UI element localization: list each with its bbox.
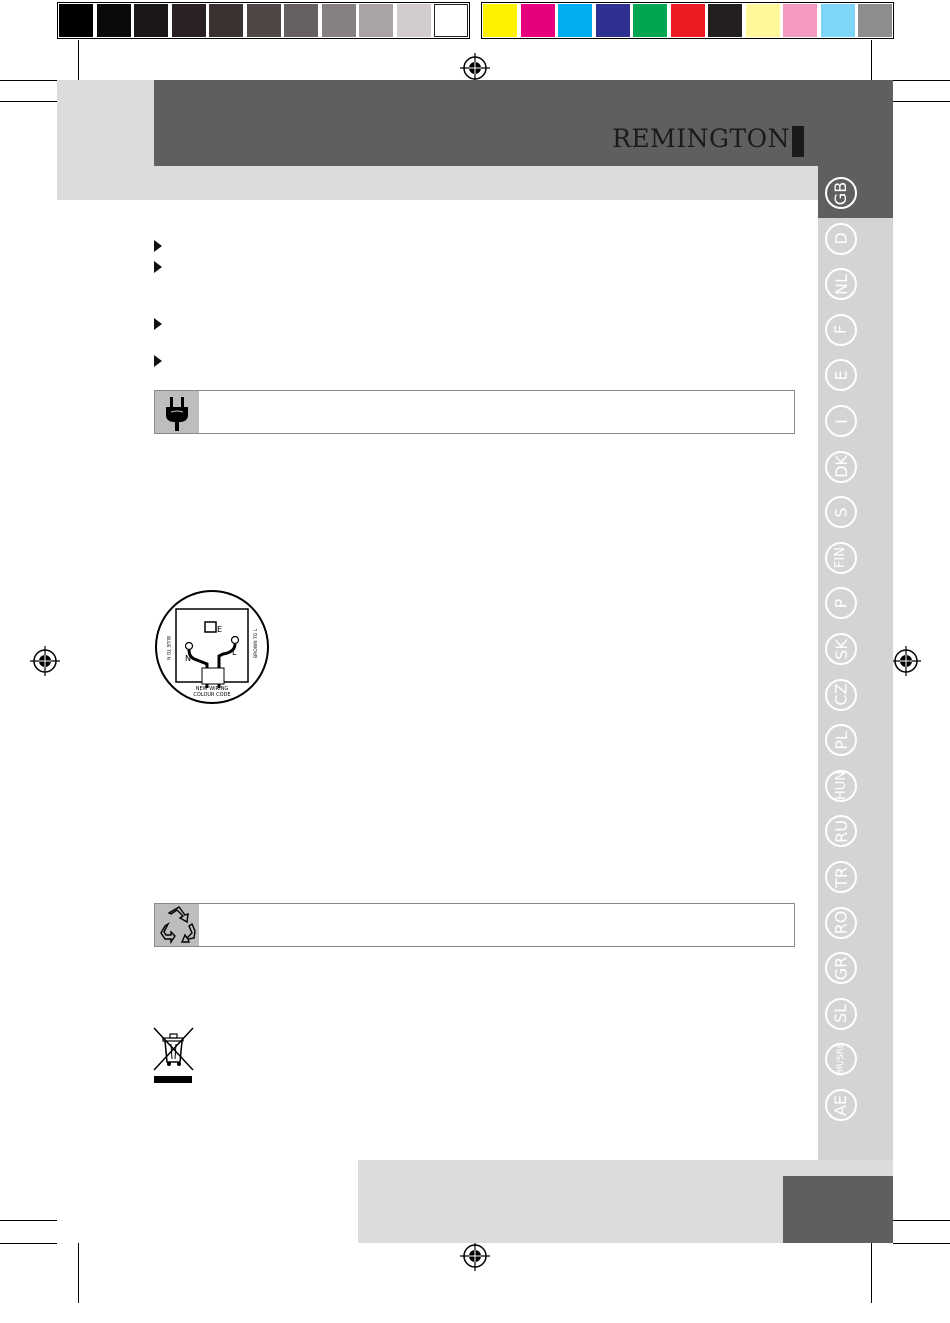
language-tab-fin[interactable] bbox=[825, 542, 857, 574]
language-label: GR bbox=[831, 956, 851, 980]
crop-mark bbox=[893, 1220, 950, 1221]
language-tab-sk[interactable] bbox=[825, 633, 857, 665]
language-label: NL bbox=[831, 273, 851, 295]
color-bar-frame bbox=[481, 2, 894, 39]
brand-logo-bar bbox=[792, 126, 804, 157]
wiring-diagram bbox=[153, 588, 271, 706]
wiring-caption-line1: NEW WIRING bbox=[195, 686, 229, 692]
neutral-color-label: BLUE TO N bbox=[165, 636, 170, 661]
crossed-bin-icon bbox=[152, 1026, 196, 1086]
language-tab-f[interactable] bbox=[825, 314, 857, 346]
language-tab-tr[interactable] bbox=[825, 861, 857, 893]
registration-mark-icon bbox=[460, 53, 490, 83]
crop-mark bbox=[893, 80, 950, 81]
live-label: L bbox=[232, 648, 237, 657]
plug-info-box bbox=[154, 390, 795, 434]
language-label: RU bbox=[831, 819, 851, 843]
language-label: CZ bbox=[831, 683, 851, 706]
language-tab-s[interactable] bbox=[825, 496, 857, 528]
language-tab-ro[interactable] bbox=[825, 907, 857, 939]
neutral-label: N bbox=[185, 654, 191, 663]
language-label: HR/SRB bbox=[836, 1042, 847, 1077]
crop-mark bbox=[78, 40, 79, 80]
language-label: TR bbox=[831, 866, 851, 888]
registration-mark-icon bbox=[460, 1241, 490, 1271]
language-label: E bbox=[831, 370, 851, 381]
language-tab-nl[interactable] bbox=[825, 268, 857, 300]
live-color-label: BROWN TO L bbox=[254, 628, 259, 658]
language-label: SL bbox=[831, 1004, 851, 1024]
language-tab-gr[interactable] bbox=[825, 952, 857, 984]
crop-mark bbox=[893, 101, 950, 102]
language-label: GB bbox=[831, 181, 851, 205]
language-tab-hun[interactable] bbox=[825, 770, 857, 802]
crop-mark bbox=[0, 101, 57, 102]
language-label: FIN bbox=[833, 547, 849, 569]
brand-logo: REMINGTON bbox=[612, 124, 790, 153]
language-tab-gb[interactable] bbox=[825, 177, 857, 209]
language-label: S bbox=[831, 507, 851, 518]
language-tab-sl[interactable] bbox=[825, 998, 857, 1030]
earth-label: E bbox=[217, 625, 223, 634]
language-tab-dk[interactable] bbox=[825, 451, 857, 483]
crop-mark bbox=[0, 80, 57, 81]
language-label: I bbox=[831, 418, 851, 424]
crop-mark bbox=[871, 40, 872, 80]
language-label: DK bbox=[831, 455, 851, 478]
language-label: SK bbox=[831, 638, 851, 660]
bullet-icon bbox=[154, 240, 162, 252]
language-tab-ae[interactable] bbox=[825, 1089, 857, 1121]
wiring-caption-line2: COLOUR CODE bbox=[193, 692, 231, 698]
language-label: D bbox=[831, 232, 851, 245]
language-tab-pl[interactable] bbox=[825, 724, 857, 756]
language-label: F bbox=[831, 325, 851, 335]
header-band bbox=[154, 80, 893, 166]
color-bar-frame bbox=[57, 2, 470, 39]
bullet-icon bbox=[154, 355, 162, 367]
language-label: AE bbox=[831, 1094, 851, 1116]
language-label: RO bbox=[831, 910, 851, 935]
crop-mark bbox=[0, 1243, 57, 1244]
language-tab-d[interactable] bbox=[825, 223, 857, 255]
plug-icon bbox=[155, 391, 199, 433]
bullet-icon bbox=[154, 318, 162, 330]
crop-mark bbox=[871, 1243, 872, 1303]
language-label: P bbox=[831, 598, 851, 609]
crop-mark bbox=[78, 1243, 79, 1303]
language-label: HUN bbox=[833, 771, 849, 801]
language-tab-cz[interactable] bbox=[825, 679, 857, 711]
language-label: PL bbox=[831, 730, 851, 750]
crop-mark bbox=[0, 1220, 57, 1221]
registration-mark-icon bbox=[30, 646, 60, 676]
registration-mark-icon bbox=[891, 646, 921, 676]
language-tab-i[interactable] bbox=[825, 405, 857, 437]
page-number-tab bbox=[783, 1176, 893, 1243]
crop-mark bbox=[893, 1243, 950, 1244]
recycle-info-box bbox=[154, 903, 795, 947]
recycle-icon bbox=[155, 904, 199, 946]
bullet-icon bbox=[154, 261, 162, 273]
